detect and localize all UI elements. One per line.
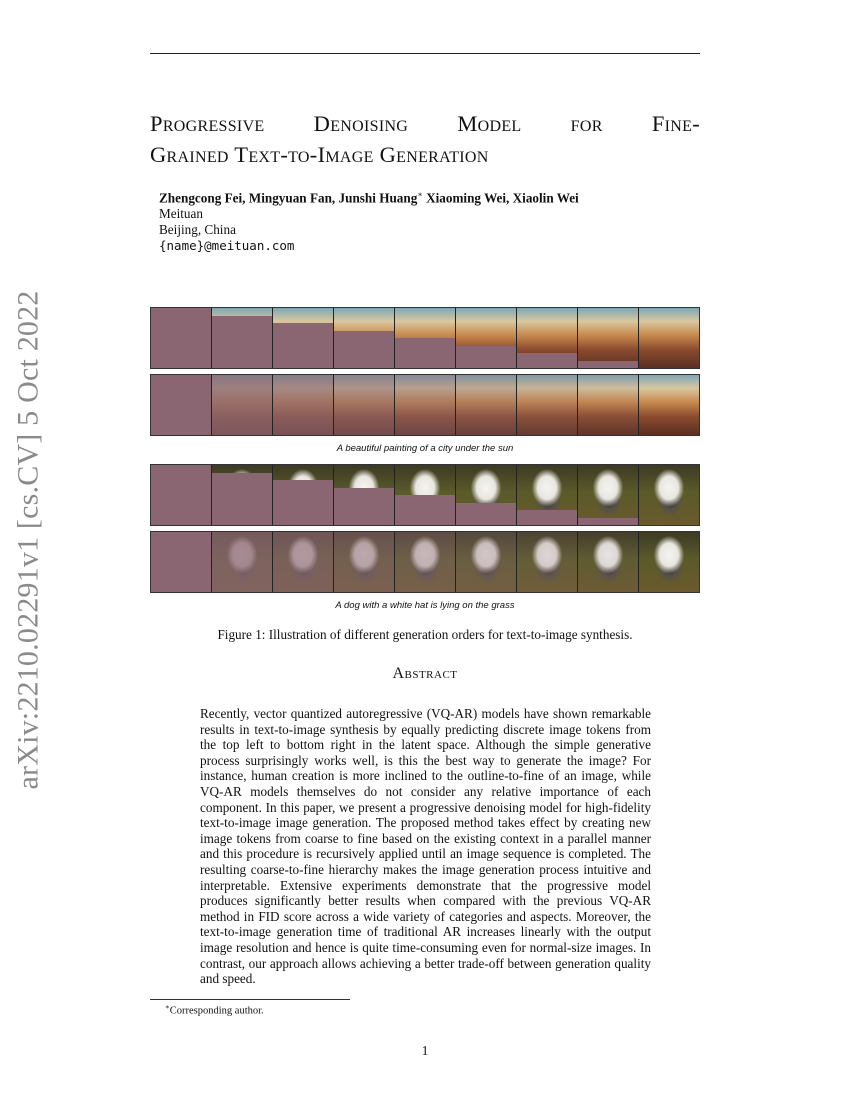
dog-raster-step-thumbnail: [334, 465, 395, 525]
unfilled-region: [273, 323, 333, 368]
title-word: Model: [457, 111, 522, 136]
dog-prog-step-thumbnail: [212, 532, 273, 592]
city-progressive-order-strip: [150, 374, 700, 436]
dog-raster-step-thumbnail: [273, 465, 334, 525]
noise-overlay: [578, 375, 638, 435]
author-names: [159, 187, 579, 206]
noise-overlay: [456, 375, 516, 435]
dog-raster-step-thumbnail: [578, 465, 639, 525]
unfilled-region: [395, 338, 455, 368]
unfilled-region: [395, 495, 455, 525]
noise-overlay: [395, 532, 455, 592]
city-prog-step-thumbnail: [151, 375, 212, 435]
city-prog-step-thumbnail: [517, 375, 578, 435]
author-block: [159, 187, 579, 254]
corresponding-mark: ∗: [417, 190, 423, 199]
author-names-part-2: Xiaoming Wei, Xiaolin Wei: [422, 190, 579, 206]
footnote-text: Corresponding author.: [169, 1005, 264, 1017]
title-line-2: Grained Text-to-Image Generation: [150, 142, 489, 167]
noise-overlay: [334, 375, 394, 435]
prompt-dog: A dog with a white hat is lying on the grass: [335, 600, 515, 611]
city-raster-step-thumbnail: [395, 308, 456, 368]
email: {name}@meituan.com: [159, 238, 295, 254]
arxiv-identifier-text: arXiv:2210.02291v1 [cs.CV] 5 Oct 2022: [11, 290, 45, 790]
author-names-part-1: Zhengcong Fei, Mingyuan Fan, Junshi Huang: [159, 190, 418, 206]
city-prog-step-thumbnail: [639, 375, 699, 435]
city-raster-order-strip: [150, 307, 700, 369]
noise-overlay: [212, 532, 272, 592]
prompt-city: A beautiful painting of a city under the sun: [336, 443, 514, 454]
title-word: for: [570, 111, 603, 136]
city-raster-step-thumbnail: [578, 308, 639, 368]
dog-prog-step-thumbnail: [639, 532, 699, 592]
dog-raster-step-thumbnail: [639, 465, 699, 525]
city-raster-step-thumbnail: [639, 308, 699, 368]
dog-raster-step-thumbnail: [395, 465, 456, 525]
dog-raster-step-thumbnail: [212, 465, 273, 525]
noise-overlay: [273, 532, 333, 592]
city-prog-step-thumbnail: [212, 375, 273, 435]
unfilled-region: [334, 331, 394, 368]
arxiv-identifier-stamp: [6, 290, 50, 790]
figure-caption: Figure 1: Illustration of different generation orders for text-to-image synthesis.: [217, 627, 633, 642]
city-prog-step-thumbnail: [456, 375, 517, 435]
dog-prog-step-thumbnail: [578, 532, 639, 592]
paper-title: [150, 108, 700, 170]
dog-progressive-order-strip: [150, 531, 700, 593]
city-raster-step-thumbnail: [212, 308, 273, 368]
abstract-heading: Abstract: [392, 665, 458, 682]
noise-overlay: [517, 375, 577, 435]
title-word: Denoising: [313, 111, 409, 136]
figure-1: [150, 307, 700, 621]
city-raster-step-thumbnail: [334, 308, 395, 368]
city-prog-step-thumbnail: [334, 375, 395, 435]
city-raster-step-thumbnail: [151, 308, 212, 368]
dog-raster-order-strip: [150, 464, 700, 526]
affiliation: Meituan: [159, 206, 203, 222]
abstract-text: Recently, vector quantized autoregressive (VQ-AR) models have shown remarkable results in text-to-image synthesis by equally predicting discrete image tokens from the top left to bottom right in the latent space. Although the simple generative process surprisingly works well, is this the best way to generate the image? For instance, human creation is more inclined to the outline-to-fine of an image, while VQ-AR models themselves do not consider any relative importance of each component. In this paper, we present a progressive denoising model for high-fidelity text-to-image image generation. The proposed method takes effect by creating new image tokens from coarse to fine based on the existing context in a parallel manner and this procedure is recursively applied until an image sequence is completed. The resulting coarse-to-fine hierarchy makes the image generation process intuitive and interpretable. Extensive experiments demonstrate that the progressive model produces significantly better results when compared with the previous VQ-AR method in FID score across a wide variety of categories and aspects. Moreover, the text-to-image generation time of traditional AR increases linearly with the output image resolution and hence is quite time-consuming even for normal-size images. In contrast, our approach allows achieving a better trade-off between generation quality and speed.: [200, 706, 651, 987]
noise-overlay: [273, 375, 333, 435]
title-word: Progressive: [150, 111, 265, 136]
dog-raster-step-thumbnail: [517, 465, 578, 525]
page-number: 1: [421, 1043, 429, 1058]
noise-overlay: [517, 532, 577, 592]
dog-raster-step-thumbnail: [456, 465, 517, 525]
unfilled-region: [578, 361, 638, 368]
unfilled-region: [212, 316, 272, 368]
title-word: Fine-: [651, 111, 700, 136]
noise-overlay: [334, 532, 394, 592]
title-line-1: [150, 108, 700, 139]
unfilled-region: [456, 346, 516, 368]
city-raster-step-thumbnail: [517, 308, 578, 368]
unfilled-region: [212, 473, 272, 525]
unfilled-region: [456, 503, 516, 525]
footnote-rule: [150, 999, 350, 1000]
unfilled-region: [517, 353, 577, 368]
location: Beijing, China: [159, 222, 236, 238]
city-prog-step-thumbnail: [578, 375, 639, 435]
footnote: [165, 1003, 264, 1017]
dog-prog-step-thumbnail: [273, 532, 334, 592]
noise-overlay: [578, 532, 638, 592]
city-raster-step-thumbnail: [273, 308, 334, 368]
noise-overlay: [456, 532, 516, 592]
dog-prog-step-thumbnail: [517, 532, 578, 592]
city-raster-step-thumbnail: [456, 308, 517, 368]
noise-overlay: [212, 375, 272, 435]
city-prog-step-thumbnail: [273, 375, 334, 435]
dog-prog-step-thumbnail: [151, 532, 212, 592]
noise-overlay: [395, 375, 455, 435]
dog-prog-step-thumbnail: [334, 532, 395, 592]
unfilled-region: [517, 510, 577, 525]
unfilled-region: [334, 488, 394, 525]
unfilled-region: [578, 518, 638, 525]
unfilled-region: [273, 480, 333, 525]
dog-raster-step-thumbnail: [151, 465, 212, 525]
footnote-mark: ∗: [165, 1003, 170, 1011]
dog-prog-step-thumbnail: [395, 532, 456, 592]
header-rule: [150, 53, 700, 54]
dog-prog-step-thumbnail: [456, 532, 517, 592]
city-prog-step-thumbnail: [395, 375, 456, 435]
